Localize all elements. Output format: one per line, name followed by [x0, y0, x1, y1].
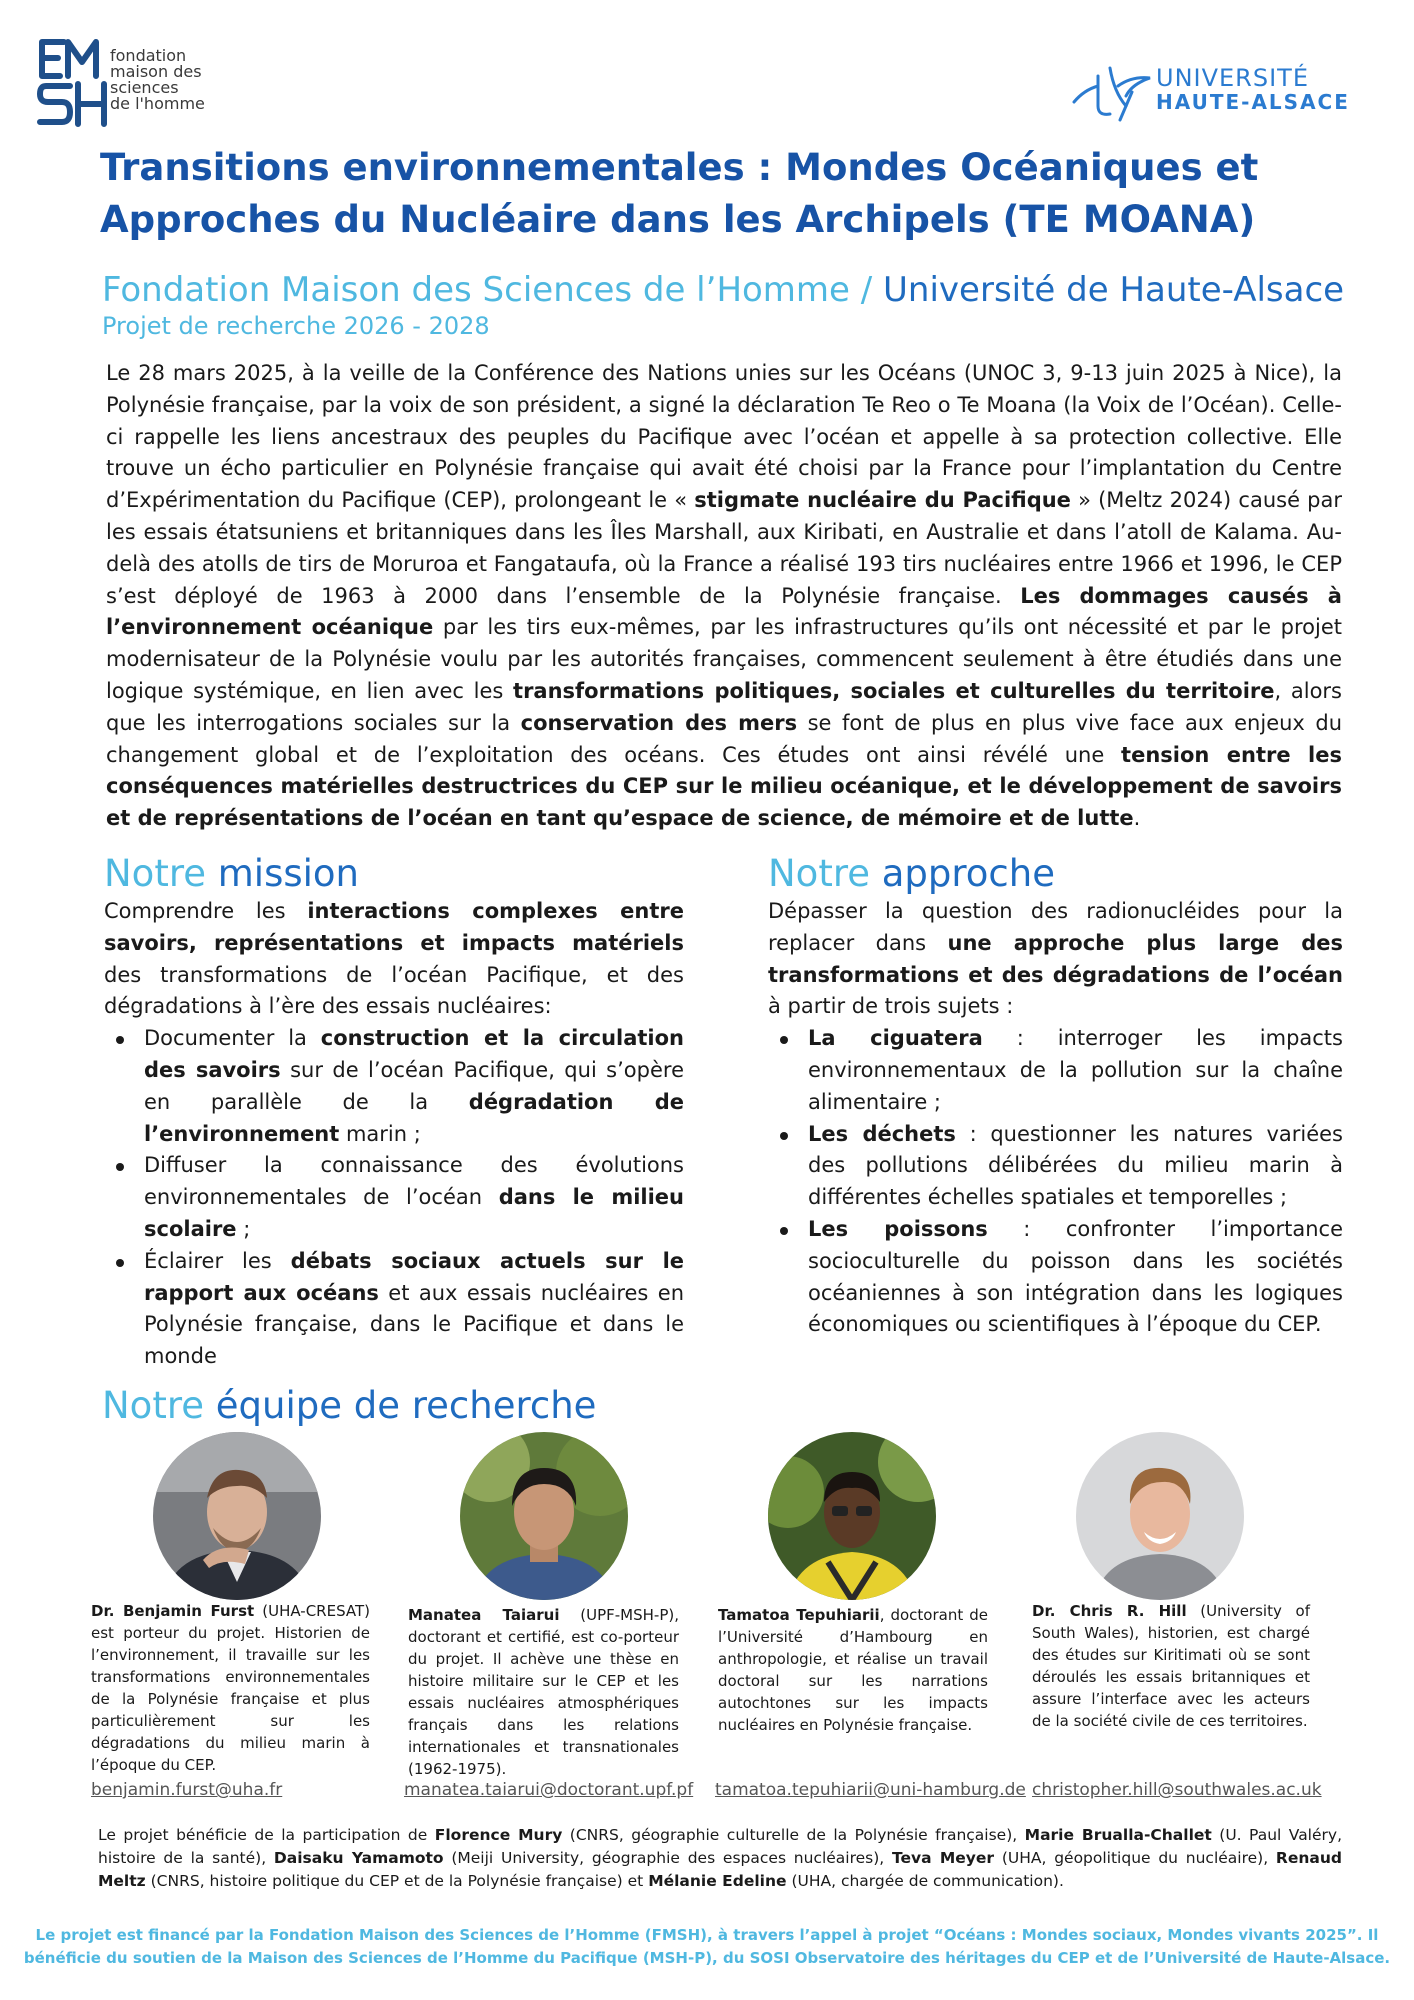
member-name: Manatea Taiarui	[408, 1606, 560, 1624]
approche-list	[768, 1023, 1343, 1341]
member-name: Tamatoa Tepuhiarii	[718, 1606, 880, 1624]
list-item: Les poissons : confronter l’importance socioculturelle du poisson dans les sociétés océaniennes à son intégration dans les logiques économiques ou scientifiques à l’époque du CEP.	[768, 1214, 1343, 1341]
email-link[interactable]: christopher.hill@southwales.ac.uk	[1032, 1780, 1322, 1800]
avatar	[460, 1432, 628, 1600]
fmsh-logo-text: fondation maison des sciences de l'homme	[110, 46, 205, 113]
uha-emblem-icon	[1070, 62, 1156, 122]
avatar	[153, 1432, 321, 1600]
avatar	[768, 1432, 936, 1600]
mission-section	[104, 896, 684, 1373]
page-title: Transitions environnementales : Mondes Océaniques et Approches du Nucléaire dans les Archipels (TE MOANA)	[100, 146, 1259, 241]
fmsh-logo	[34, 36, 224, 128]
funding-note: Le projet est financé par la Fondation Maison des Sciences de l’Homme (FMSH), à travers l’appel à projet “Océans : Mondes sociaux, Mondes vivants 2025”. Il bénéficie du soutien de la Maison des Sciences de l’Homme du Pacifique (MSH-P), du SOSI Observatoire des héritages du CEP et de l’Université de Haute-Alsace.	[23, 1926, 1391, 1967]
approche-section	[768, 896, 1343, 1341]
team-member-bio: Manatea Taiarui (UPF-MSH-P), doctorant et certifié, est co-porteur du projet. Il achève une thèse en histoire militaire sur le CEP et les essais nucléaires atmosphériques français dans les relations internationales et transnationales (1962-1975).	[408, 1606, 679, 1778]
mission-heading: Notre mission	[104, 852, 359, 895]
uha-logo	[1070, 62, 1380, 122]
avatar	[1076, 1432, 1244, 1600]
email-link[interactable]: tamatoa.tepuhiarii@uni-hamburg.de	[715, 1780, 1026, 1800]
list-item: Les déchets : questionner les natures variées des pollutions délibérées du milieu marin à différentes échelles spatiales et temporelles ;	[768, 1119, 1343, 1214]
team-member-bio: Dr. Chris R. Hill (University of South Wales), historien, est chargé des études sur Kiritimati où se sont déroulés les essais britanniques et assure l’interface avec les acteurs de la société civile de ces territoires.	[1032, 1602, 1311, 1730]
subtitle	[102, 270, 1344, 310]
list-item: Documenter la construction et la circulation des savoirs sur de l’océan Pacifique, qui s’opère en parallèle de la dégradation de l’environnement marin ;	[104, 1023, 684, 1150]
email-link[interactable]: benjamin.furst@uha.fr	[91, 1780, 283, 1800]
list-item: Diffuser la connaissance des évolutions environnementales de l’océan dans le milieu scolaire ;	[104, 1150, 684, 1245]
member-name: Dr. Benjamin Furst	[91, 1602, 255, 1620]
project-period: Projet de recherche 2026 - 2028	[102, 312, 490, 340]
fmsh-monogram-icon	[34, 36, 108, 128]
team-member-bio: Tamatoa Tepuhiarii, doctorant de l’Université d’Hambourg en anthropologie, et réalise un travail doctoral sur les narrations autochtones sur les impacts nucléaires en Polynésie française.	[718, 1606, 988, 1734]
approche-intro: Dépasser la question des radionucléides pour la replacer dans une approche plus large des transformations et des dégradations de l’océan à partir de trois sujets :	[768, 899, 1343, 1019]
participation-note: Le projet bénéficie de la participation de Florence Mury (CNRS, géographie culturelle de la Polynésie française), Marie Bruallа-Challet (U. Paul Valéry, histoire de la santé), Daisaku Yamamoto (Meiji University, géographie des espaces nucléaires), Teva Meyer (UHA, géopolitique du nucléaire), Renaud Meltz (CNRS, histoire politique du CEP et de la Polynésie française) et Mélanie Edeline (UHA, chargée de communication).	[98, 1826, 1343, 1890]
team-member-bio: Dr. Benjamin Furst (UHA-CRESAT) est porteur du projet. Historien de l’environnement, il travaille sur les transformations environnementales de la Polynésie française et plus particulièrement sur les dégradations du milieu marin à l’époque du CEP.	[91, 1602, 370, 1774]
uha-logo-line2: HAUTE-ALSACE	[1156, 90, 1350, 114]
subtitle-fmsh: Fondation Maison des Sciences de l’Homme /	[102, 270, 884, 310]
email-link[interactable]: manatea.taiarui@doctorant.upf.pf	[404, 1780, 694, 1800]
intro-paragraph: Le 28 mars 2025, à la veille de la Conférence des Nations unies sur les Océans (UNOC 3, 9-13 juin 2025 à Nice), la Polynésie française, par la voix de son président, a signé la déclaration Te Reo o Te Moana (la Voix de l’Océan). Celle-ci rappelle les liens ancestraux des peuples du Pacifique avec l’océan et appelle à sa protection collective. Elle trouve un écho particulier en Polynésie française qui avait été choisi par la France pour l’implantation du Centre d’Expérimentation du Pacifique (CEP), prolongeant le « stigmate nucléaire du Pacifique » (Meltz 2024) causé par les essais étatsuniens et britanniques dans les Îles Marshall, aux Kiribati, en Australie et dans l’atoll de Kalama. Au-delà des atolls de tirs de Moruroa et Fangataufa, où la France a réalisé 193 tirs nucléaires entre 1966 et 1996, le CEP s’est déployé de 1963 à 2000 dans l’ensemble de la Polynésie française. Les dommages causés à l’environnement océanique par les tirs eux-mêmes, par les infrastructures qu’ils ont nécessité et par le projet modernisateur de la Polynésie voulu par les autorités françaises, commencent seulement à être étudiés dans une logique systémique, en lien avec les transformations politiques, sociales et culturelles du territoire, alors que les interrogations sociales sur la conservation des mers se font de plus en plus vive face aux enjeux du changement global et de l’exploitation des océans. Ces études ont ainsi révélé une tension entre les conséquences matérielles destructrices du CEP sur le milieu océanique, et le développement de savoirs et de représentations de l’océan en tant qu’espace de science, de mémoire et de lutte.	[106, 361, 1343, 831]
subtitle-uha: Université de Haute-Alsace	[883, 270, 1345, 310]
mission-list	[104, 1023, 684, 1373]
uha-logo-line1: UNIVERSITÉ	[1156, 64, 1309, 92]
list-item: Éclairer les débats sociaux actuels sur le rapport aux océans et aux essais nucléaires en Polynésie française, dans le Pacifique et dans le monde	[104, 1246, 684, 1373]
team-heading: Notre équipe de recherche	[102, 1384, 597, 1427]
mission-intro: Comprendre les interactions complexes entre savoirs, représentations et impacts matériels des transformations de l’océan Pacifique, et des dégradations à l’ère des essais nucléaires:	[104, 899, 684, 1019]
member-name: Dr. Chris R. Hill	[1032, 1602, 1187, 1620]
approche-heading: Notre approche	[768, 852, 1055, 895]
list-item: La ciguatera : interroger les impacts environnementaux de la pollution sur la chaîne alimentaire ;	[768, 1023, 1343, 1118]
